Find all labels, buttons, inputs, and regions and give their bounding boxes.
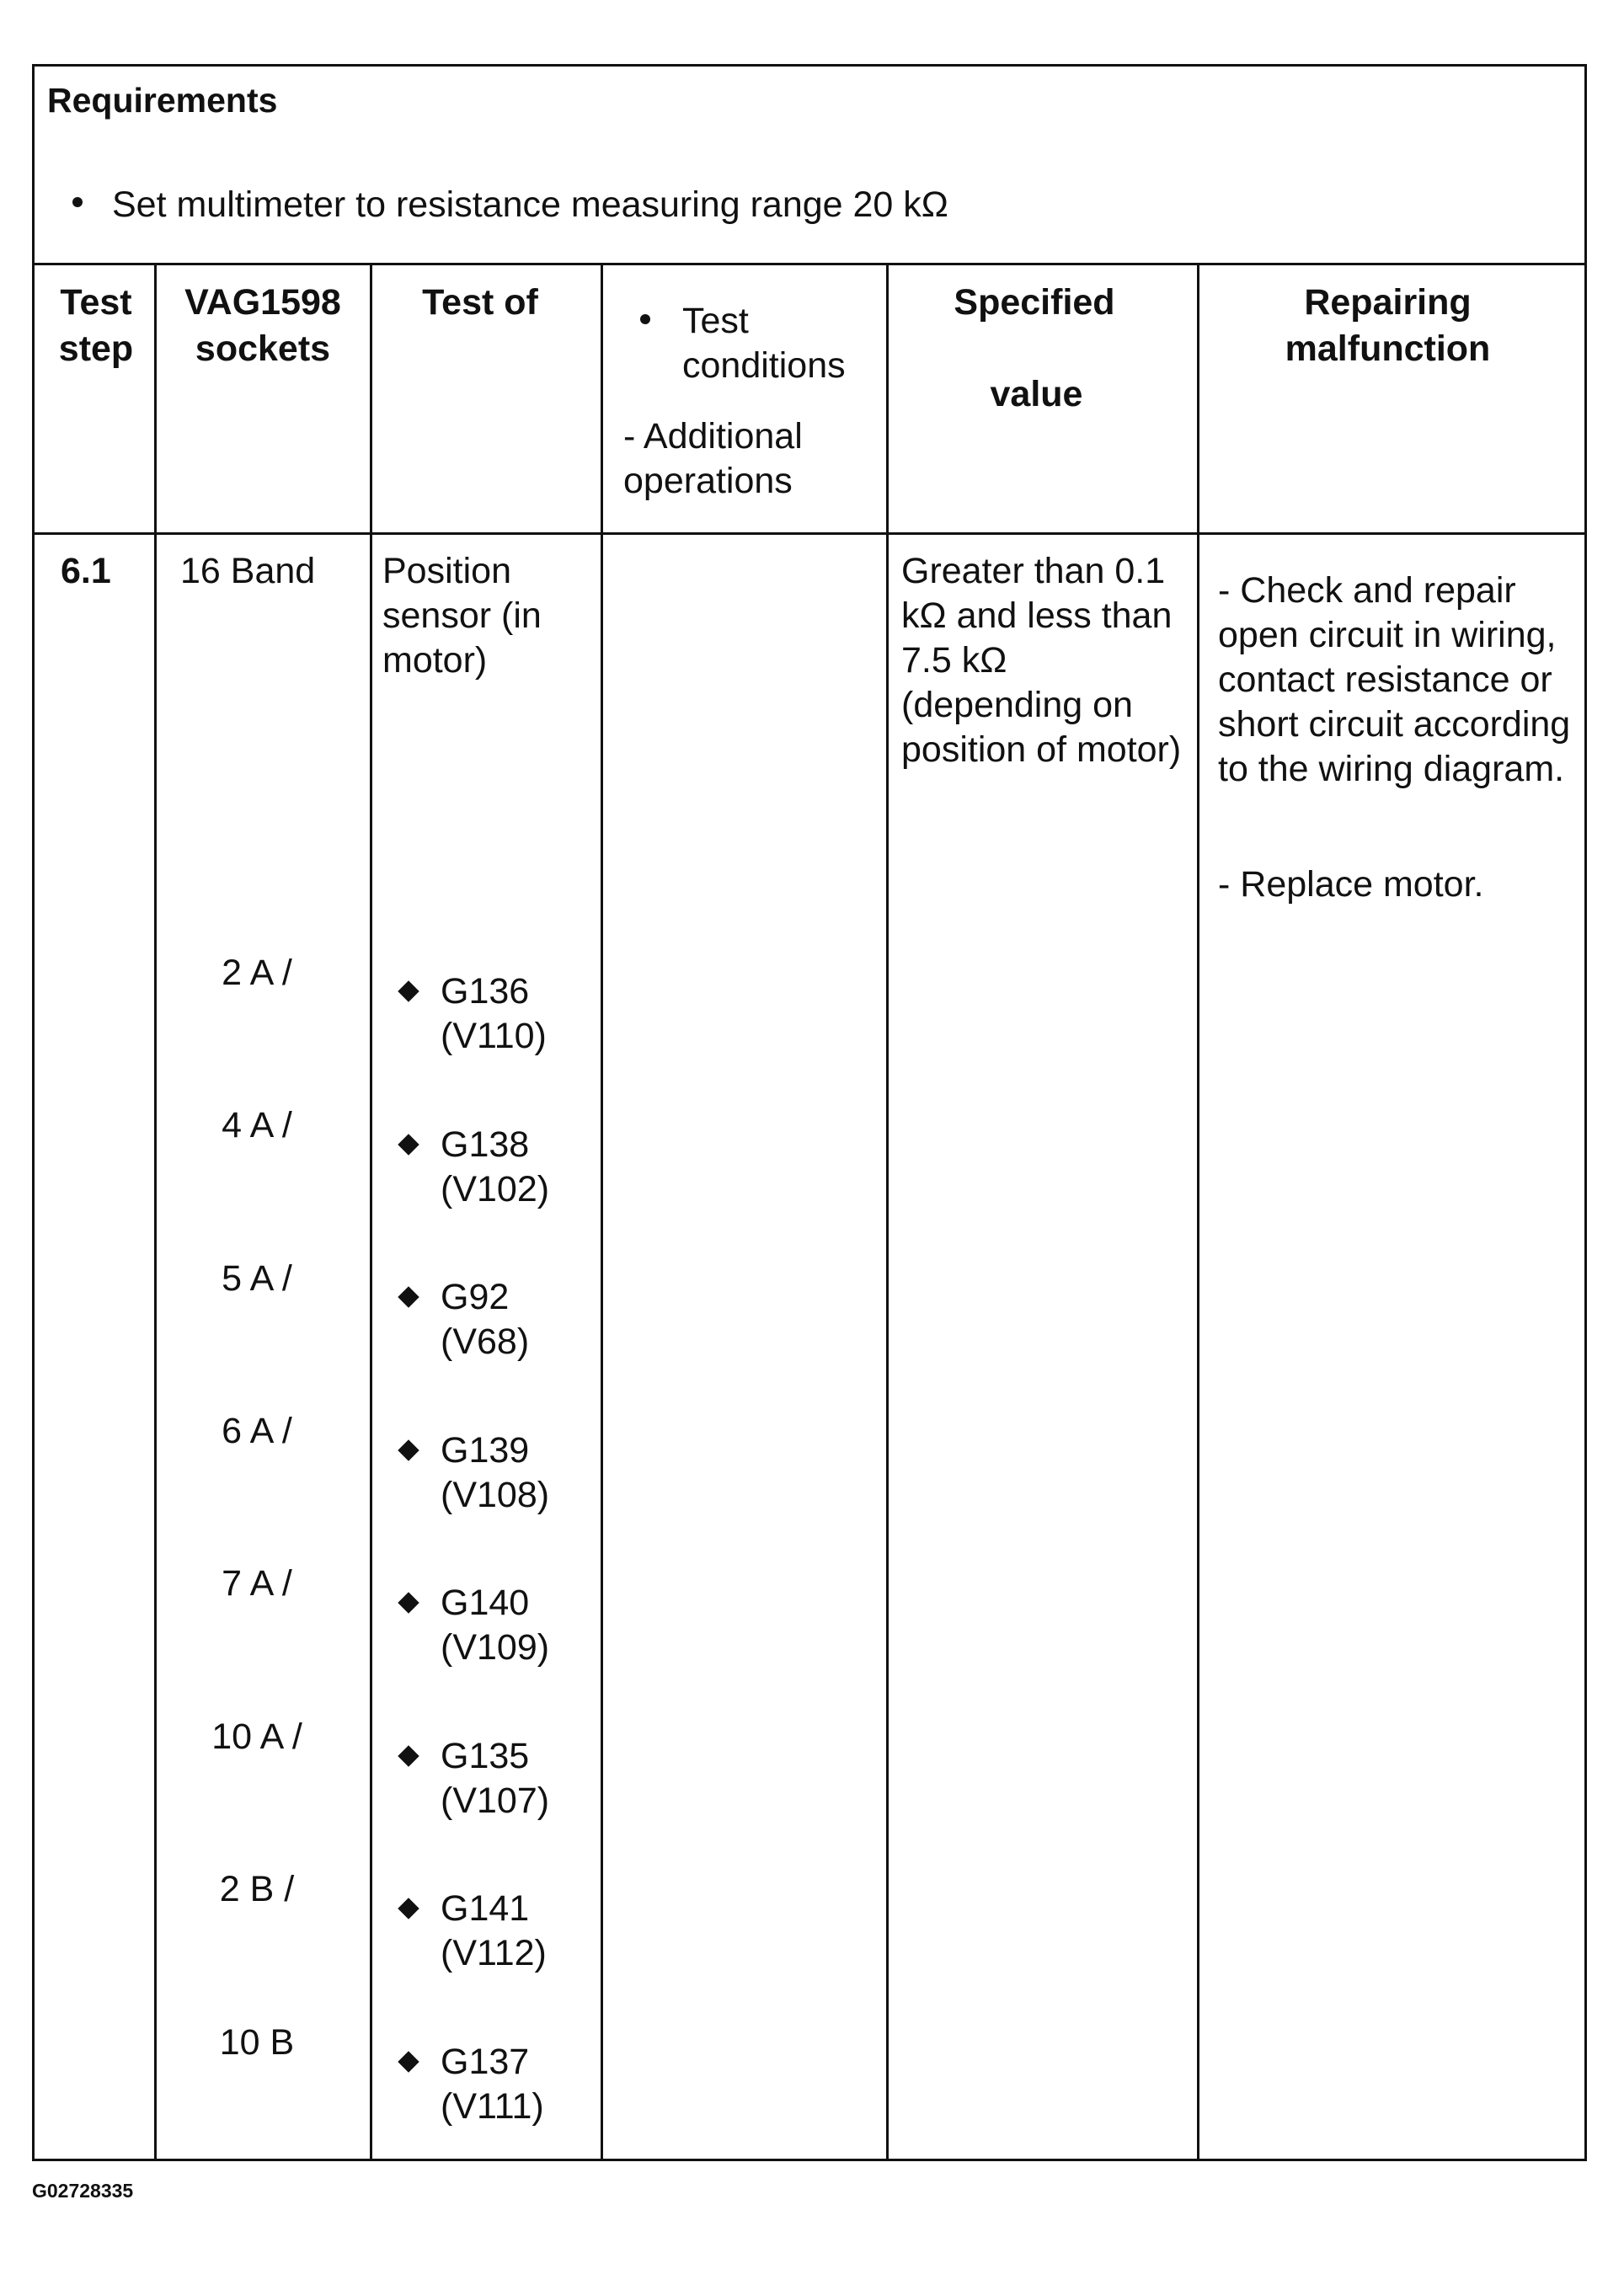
bullet-icon bbox=[72, 197, 83, 207]
bullet-icon bbox=[640, 314, 650, 324]
requirements-title: Requirements bbox=[47, 81, 278, 120]
sensor-code: G138 bbox=[441, 1124, 530, 1165]
column-divider bbox=[370, 264, 372, 2161]
sensor-code: G136 bbox=[441, 971, 530, 1012]
test-of-description: Position sensor (in motor) bbox=[382, 551, 542, 681]
header-divider bbox=[32, 532, 1587, 535]
socket-item: 10 B bbox=[219, 2022, 295, 2063]
header-repairing: Repairing malfunction bbox=[1285, 282, 1491, 369]
sensor-code: G141 bbox=[441, 1888, 530, 1929]
header-conditions: Test conditions bbox=[682, 301, 846, 386]
header-test-of: Test of bbox=[422, 282, 538, 323]
figure-id: G02728335 bbox=[32, 2180, 134, 2202]
socket-item: 4 A / bbox=[222, 1105, 292, 1145]
requirements-item: Set multimeter to resistance measuring range 20 kΩ bbox=[112, 184, 948, 225]
sensor-code: G135 bbox=[441, 1736, 530, 1776]
sensor-motor: (V107) bbox=[441, 1780, 550, 1821]
sensor-code: G92 bbox=[441, 1277, 510, 1317]
socket-item: 6 A / bbox=[222, 1411, 292, 1451]
test-step-value: 6.1 bbox=[61, 551, 111, 591]
sensor-motor: (V102) bbox=[441, 1169, 550, 1209]
sensor-motor: (V109) bbox=[441, 1627, 550, 1668]
sensor-motor: (V108) bbox=[441, 1475, 550, 1515]
socket-item: 2 A / bbox=[222, 953, 292, 993]
column-divider bbox=[1197, 264, 1199, 2161]
sensor-motor: (V68) bbox=[441, 1321, 530, 1362]
sensor-code: G137 bbox=[441, 2042, 530, 2082]
socket-item: 5 A / bbox=[222, 1258, 292, 1299]
socket-item: 7 A / bbox=[222, 1563, 292, 1604]
socket-item: 2 B / bbox=[219, 1869, 295, 1909]
sensor-code: G139 bbox=[441, 1430, 530, 1471]
sensor-motor: (V110) bbox=[441, 1016, 547, 1056]
header-sockets: VAG1598 sockets bbox=[184, 282, 341, 369]
column-divider bbox=[886, 264, 889, 2161]
header-specified: Specified bbox=[954, 282, 1115, 323]
socket-item: 10 A / bbox=[211, 1716, 302, 1757]
sensor-code: G140 bbox=[441, 1583, 530, 1623]
column-divider bbox=[154, 264, 157, 2161]
column-divider bbox=[601, 264, 603, 2161]
repair-step-2: - Replace motor. bbox=[1218, 864, 1484, 905]
header-test-step: Test step bbox=[58, 282, 134, 369]
specified-value: Greater than 0.1 kΩ and less than 7.5 kΩ (depending on position of motor) bbox=[901, 551, 1182, 770]
repair-step-1: - Check and repair open circuit in wiring, contact resistance or short circuit according to the wiring diagram. bbox=[1218, 570, 1571, 789]
header-additional: - Additional operations bbox=[623, 416, 803, 501]
socket-band: 16 Band bbox=[180, 551, 316, 591]
header-specified-value: value bbox=[990, 374, 1083, 414]
sensor-motor: (V112) bbox=[441, 1933, 547, 1973]
requirements-section bbox=[32, 64, 1587, 265]
sensor-motor: (V111) bbox=[441, 2086, 544, 2127]
